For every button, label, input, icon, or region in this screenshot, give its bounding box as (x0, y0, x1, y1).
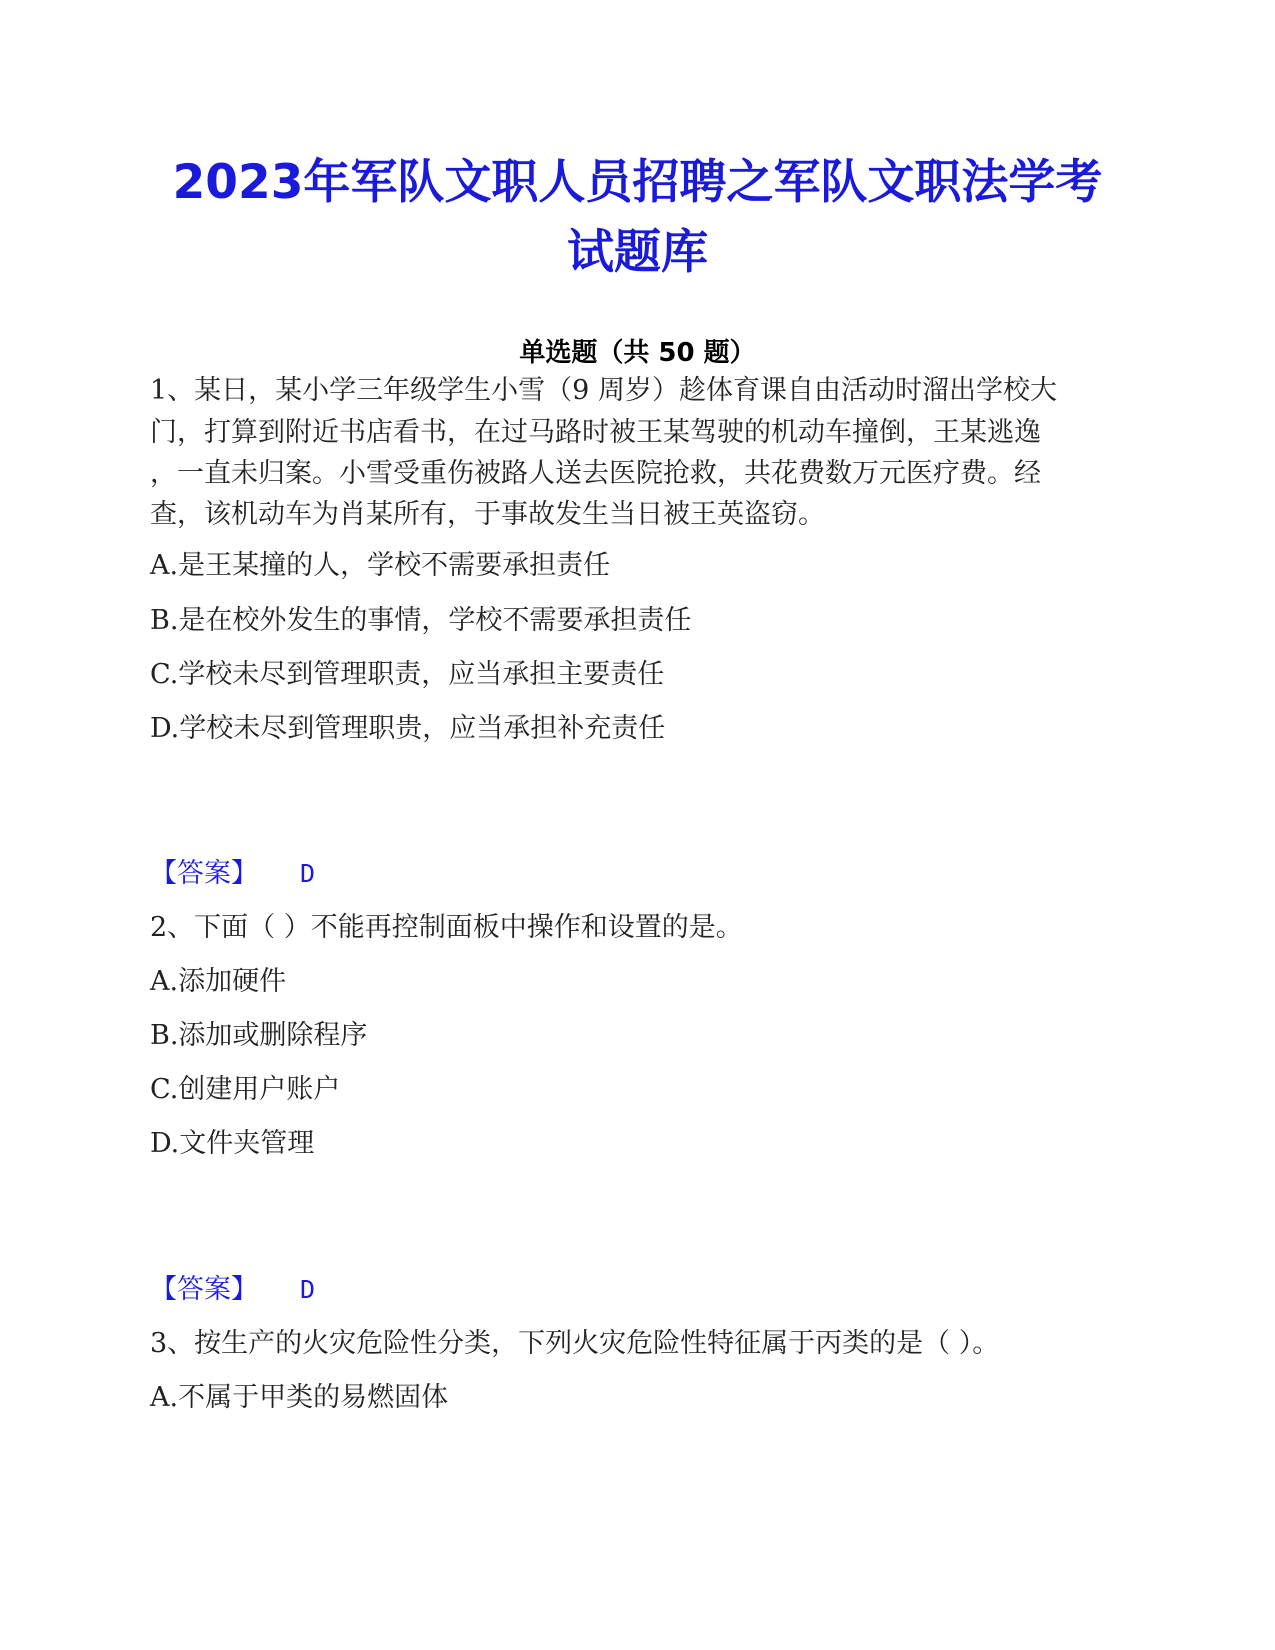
question-1-option-a: A.是王某撞的人，学校不需要承担责任 (150, 550, 611, 581)
answer-value: D (300, 1275, 316, 1304)
section-heading: 单选题（共 50 题） (519, 338, 756, 368)
question-1-answer (150, 856, 315, 892)
question-2-answer (150, 1272, 315, 1308)
answer-label: 【答案】 (150, 858, 258, 889)
question-1-stem-line-1: 1、某日，某小学三年级学生小雪（9 周岁）趁体育课自由活动时溜出学校大 (150, 375, 1057, 406)
document-title-line-2: 试题库 (567, 225, 708, 280)
question-2-option-d: D.文件夹管理 (150, 1128, 315, 1159)
question-1-option-d: D.学校未尽到管理职贵，应当承担补充责任 (150, 713, 666, 744)
question-2-option-a: A.添加硬件 (150, 966, 287, 997)
document-title-line-1: 2023年军队文职人员招聘之军队文职法学考 (172, 155, 1103, 210)
answer-value: D (300, 859, 316, 888)
answer-label: 【答案】 (150, 1274, 258, 1305)
question-2-option-b: B.添加或删除程序 (150, 1020, 368, 1051)
question-2-option-c: C.创建用户账户 (150, 1074, 341, 1105)
question-1-stem-line-2: 门，打算到附近书店看书，在过马路时被王某驾驶的机动车撞倒，王某逃逸 (150, 417, 1041, 448)
question-2-stem-line-1: 2、下面（ ）不能再控制面板中操作和设置的是。 (150, 912, 743, 943)
question-3-stem-line-1: 3、按生产的火灾危险性分类，下列火灾危险性特征属于丙类的是（ ）。 (150, 1328, 1000, 1359)
question-3-option-a: A.不属于甲类的易燃固体 (150, 1382, 449, 1413)
question-1-option-b: B.是在校外发生的事情，学校不需要承担责任 (150, 605, 692, 636)
question-1-stem-line-4: 查，该机动车为肖某所有，于事故发生当日被王英盗窃。 (150, 499, 825, 530)
question-1-stem-line-3: ，一直未归案。小雪受重伤被路人送去医院抢救，共花费数万元医疗费。经 (150, 458, 1041, 489)
question-1-option-c: C.学校未尽到管理职责，应当承担主要责任 (150, 659, 665, 690)
